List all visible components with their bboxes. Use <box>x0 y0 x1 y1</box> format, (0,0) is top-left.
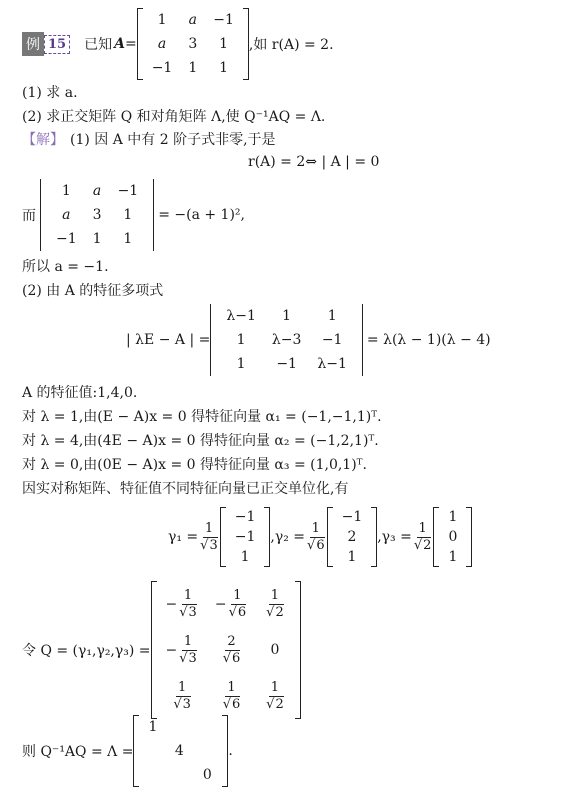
q-cell <box>158 581 207 627</box>
frac-den: √2 <box>413 537 432 553</box>
equals-sign: = <box>124 36 137 52</box>
frac-den: √6 <box>222 696 241 712</box>
sqrt-arg: 2 <box>275 696 284 712</box>
det-cell: −1 <box>321 332 343 348</box>
solution-label: 【解】 <box>22 132 64 148</box>
sqrt-arg: 2 <box>275 604 284 620</box>
gamma-2-coeff <box>307 521 325 554</box>
frac-num: 1 <box>227 679 236 695</box>
frac <box>266 588 284 621</box>
sqrt-arg: 6 <box>316 537 325 553</box>
q-row <box>22 578 301 722</box>
question-1: (1) 求 a. <box>22 85 78 101</box>
frac-num: 1 <box>178 679 187 695</box>
q-cell <box>207 627 256 673</box>
empty-cell <box>165 715 193 739</box>
matrix-A-symbol: A <box>114 36 125 52</box>
det-cell: −1 <box>117 183 139 199</box>
diag-cell: 0 <box>202 767 212 783</box>
frac-den: √3 <box>173 696 191 712</box>
sqrt-arg: 3 <box>188 650 197 666</box>
sqrt-arg: 6 <box>231 650 241 666</box>
frac-num: 1 <box>418 520 427 536</box>
eigenvalues: A 的特征值:1,4,0. <box>22 385 138 401</box>
sqrt-arg: 3 <box>182 696 191 712</box>
det-cell: 1 <box>282 308 292 324</box>
gamma-2-label: ,γ₂ = <box>270 529 306 545</box>
q-cell <box>256 581 294 627</box>
vec-cell: −1 <box>341 509 363 525</box>
vec-cell: −1 <box>234 509 256 525</box>
sqrt-arg: 2 <box>423 537 432 553</box>
example-number: 15 <box>44 35 70 54</box>
frac <box>173 680 191 713</box>
det-cell: λ−1 <box>317 356 347 372</box>
example-tag: 例 <box>22 32 44 56</box>
vec-cell: 0 <box>448 529 458 545</box>
empty-cell <box>140 763 165 787</box>
q-matrix <box>151 581 301 719</box>
frac-num: 1 <box>311 520 320 536</box>
vec-cell: 1 <box>448 509 458 525</box>
lambda-matrix <box>133 715 228 787</box>
frac-num: 1 <box>270 587 280 603</box>
q-cell <box>256 673 294 719</box>
det-cell: 1 <box>327 308 337 324</box>
orthonormal-note: 因实对称矩阵、特征值不同特征向量已正交单位化,有 <box>22 481 349 497</box>
frac-den: √6 <box>222 650 241 666</box>
example-badge <box>22 32 70 56</box>
vec-cell: −1 <box>234 529 256 545</box>
determinant-A <box>40 179 154 251</box>
det-cell: 1 <box>236 356 246 372</box>
det-cell: λ−3 <box>271 332 302 348</box>
frac-num: 1 <box>233 587 242 603</box>
frac-den: √2 <box>266 604 284 620</box>
det-cell: 3 <box>92 207 102 223</box>
sign: − <box>214 596 227 612</box>
matrix-cell: 1 <box>188 60 198 76</box>
example-header <box>22 8 334 80</box>
matrix-cell: 1 <box>219 36 229 52</box>
gamma-2-vector <box>327 507 378 567</box>
frac <box>223 680 241 713</box>
sign: − <box>165 642 178 658</box>
det-cell: 1 <box>92 231 102 247</box>
det-prefix: 而 <box>22 208 36 224</box>
matrix-A <box>137 8 249 80</box>
det-cell: 1 <box>123 231 133 247</box>
matrix-cell: a <box>188 12 197 28</box>
a-value: 所以 a = −1. <box>22 259 109 275</box>
frac-num: 1 <box>204 520 214 536</box>
diag-cell: 1 <box>148 719 158 735</box>
gamma-3-vector <box>433 507 472 567</box>
det-cell: λ−1 <box>226 308 256 324</box>
eigvec-1: 对 λ = 1,由(E − A)x = 0 得特征向量 α₁ = (−1,−1,1)ᵀ. <box>22 409 382 425</box>
vec-cell: 1 <box>448 549 458 565</box>
det-cell: a <box>92 183 102 199</box>
eigvec-2: 对 λ = 4,由(4E − A)x = 0 得特征向量 α₂ = (−1,2,1)ᵀ. <box>22 433 379 449</box>
charpoly-lhs: | λE − A | = <box>126 332 211 348</box>
gamma-1-vector <box>220 507 271 567</box>
q-cell <box>158 627 207 673</box>
frac-den: √6 <box>228 604 247 620</box>
statement-prefix: 已知 <box>84 37 113 53</box>
matrix-cell: −1 <box>151 60 173 76</box>
final-row <box>22 716 233 786</box>
frac-den: √3 <box>179 604 197 620</box>
sqrt-arg: 3 <box>188 604 197 620</box>
sqrt-arg: 3 <box>209 537 218 553</box>
frac <box>179 634 197 667</box>
sqrt-arg: 6 <box>231 696 241 712</box>
solution-line-1: (1) 因 A 中有 2 阶子式非零,于是 <box>70 132 276 148</box>
sqrt-arg: 6 <box>237 604 247 620</box>
frac-num: 1 <box>270 679 280 695</box>
gamma-1-label: γ₁ = <box>168 529 199 545</box>
solution-intro <box>22 128 276 150</box>
q-cell: 0 <box>270 642 280 658</box>
det-cell: −1 <box>56 231 77 247</box>
q-label: 令 Q = (γ₁,γ₂,γ₃) = <box>22 643 151 659</box>
gamma-3-label: ,γ₃ = <box>377 529 412 545</box>
frac <box>179 588 197 621</box>
question-2: (2) 求正交矩阵 Q 和对角矩阵 Λ,使 Q⁻¹AQ = Λ. <box>22 109 326 125</box>
frac-num: 1 <box>183 587 193 603</box>
det-cell: 1 <box>236 332 246 348</box>
empty-cell <box>193 715 221 739</box>
frac-den: √3 <box>200 537 218 553</box>
charpoly-row <box>126 302 491 378</box>
charpoly-determinant <box>210 304 363 376</box>
det-result: = −(a + 1)², <box>158 207 245 223</box>
frac <box>229 588 247 621</box>
part-2-intro: (2) 由 A 的特征多项式 <box>22 283 164 299</box>
frac-num: 2 <box>227 633 236 649</box>
vec-cell: 1 <box>240 549 250 565</box>
matrix-cell: −1 <box>213 12 234 28</box>
vec-cell: 2 <box>347 529 357 545</box>
empty-cell <box>140 739 165 763</box>
det-cell: 1 <box>123 207 133 223</box>
matrix-cell: 3 <box>188 36 198 52</box>
statement-suffix: ,如 r(A) = 2. <box>248 37 334 53</box>
det-cell: a <box>62 207 71 223</box>
gamma-1-coeff <box>200 521 218 554</box>
q-cell <box>207 673 256 719</box>
final-label: 则 Q⁻¹AQ = Λ = <box>22 744 134 760</box>
frac <box>223 634 241 667</box>
frac-den: √6 <box>307 537 325 553</box>
frac-den: √2 <box>266 696 284 712</box>
empty-cell <box>165 763 193 787</box>
matrix-cell: 1 <box>219 60 229 76</box>
frac-den: √3 <box>179 650 197 666</box>
q-cell <box>158 673 207 719</box>
matrix-cell: 1 <box>157 12 167 28</box>
sign: − <box>165 596 178 612</box>
matrix-cell: a <box>157 36 167 52</box>
determinant-row <box>22 176 245 254</box>
det-cell: −1 <box>276 356 297 372</box>
charpoly-rhs: = λ(λ − 1)(λ − 4) <box>366 332 491 348</box>
det-cell: 1 <box>61 183 71 199</box>
q-cell <box>207 581 256 627</box>
frac-num: 1 <box>183 633 193 649</box>
rank-condition: r(A) = 2⇔ | A | = 0 <box>248 154 380 170</box>
gamma-row <box>168 502 472 572</box>
final-period: . <box>228 743 233 759</box>
vec-cell: 1 <box>347 549 357 565</box>
frac <box>266 680 284 713</box>
gamma-3-coeff <box>414 521 432 554</box>
diag-cell: 4 <box>174 743 184 759</box>
eigvec-3: 对 λ = 0,由(0E − A)x = 0 得特征向量 α₃ = (1,0,1)ᵀ. <box>22 457 368 473</box>
empty-cell <box>193 739 221 763</box>
